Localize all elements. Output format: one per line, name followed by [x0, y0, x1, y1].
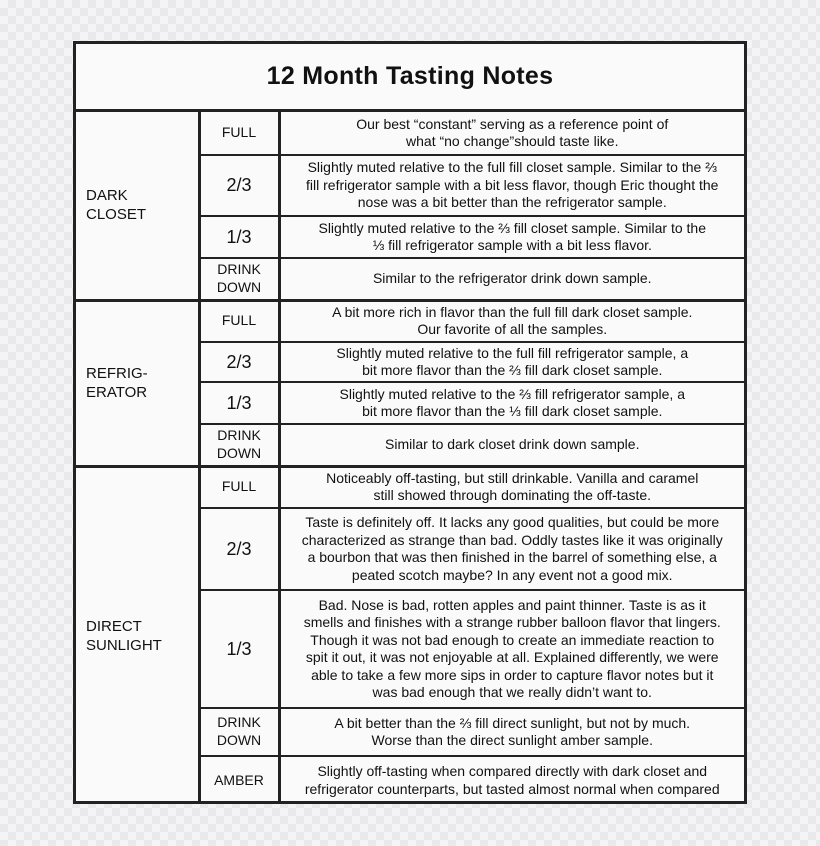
fill-level-label: FULL — [221, 124, 257, 140]
fill-level-cell — [199, 508, 279, 590]
fill-level-label: FULL — [221, 312, 257, 329]
fill-level-cell — [199, 112, 279, 155]
tasting-note-cell: Taste is definitely off. It lacks any good qualities, but could be more characterized as strange than bad. Oddly tastes like it was originally a bourbon that was then finished in the barrel of something else, a peated scotch maybe? In any event not a good mix. — [279, 508, 744, 590]
tasting-note-cell: Slightly muted relative to the ⅔ fill closet sample. Similar to the ⅓ fill refrigerator sample with a bit less flavor. — [279, 216, 744, 258]
table-row — [76, 112, 744, 155]
tasting-note-cell: Bad. Nose is bad, rotten apples and paint thinner. Taste is as it smells and finishes with a strange rubber balloon flavor that lingers. Though it was not bad enough to create an immediate reaction to spit it out, it was not enjoyable at all. Explained differently, we were able to take a few more sips in order to capture flavor notes but it was bad enough that we really didn’t want to. — [279, 590, 744, 708]
fill-level-cell — [199, 342, 279, 382]
tasting-note-cell: Similar to dark closet drink down sample. — [279, 424, 744, 466]
fill-level-cell — [199, 216, 279, 258]
tasting-note-cell: Slightly muted relative to the full fill refrigerator sample, a bit more flavor than the ⅔ fill dark closet sample. — [279, 342, 744, 382]
fill-level-label: AMBER — [214, 772, 264, 788]
fill-level-cell — [199, 258, 279, 300]
fill-level-cell — [199, 590, 279, 708]
tasting-note-cell: Similar to the refrigerator drink down sample. — [279, 258, 744, 300]
group-label-refrigerator: REFRIG- ERATOR — [76, 300, 199, 466]
fill-level-cell — [199, 424, 279, 466]
fill-level-label: 1/3 — [226, 392, 252, 413]
fill-level-label: 1/3 — [226, 638, 252, 659]
tasting-note-cell: Slightly off-tasting when compared directly with dark closet and refrigerator counterparts, but tasted almost normal when compared — [304, 763, 720, 797]
fill-level-label: DRINK DOWN — [216, 260, 262, 295]
document-title: 12 Month Tasting Notes — [76, 44, 744, 112]
tasting-note-cell: Our best “constant” serving as a reference point of what “no change”should taste like. — [279, 112, 744, 155]
tasting-note-cell: A bit better than the ⅔ fill direct sunlight, but not by much. Worse than the direct sunlight amber sample. — [279, 708, 744, 756]
group-label-dark-closet: DARK CLOSET — [76, 112, 199, 300]
group-label-direct-sunlight: DIRECT SUNLIGHT — [76, 466, 199, 804]
tasting-notes-document — [73, 41, 747, 804]
fill-level-cell — [199, 300, 279, 342]
fill-level-label: 2/3 — [226, 175, 252, 195]
fill-level-label: DRINK DOWN — [216, 714, 262, 748]
table-row — [76, 300, 744, 342]
fill-level-cell — [199, 155, 279, 216]
tasting-note-cell: Slightly muted relative to the ⅔ fill refrigerator sample, a bit more flavor than the ⅓ fill dark closet sample. — [279, 382, 744, 424]
fill-level-cell — [199, 756, 279, 804]
fill-level-label: DRINK DOWN — [216, 426, 262, 461]
fill-level-cell — [199, 382, 279, 424]
fill-level-label: 1/3 — [226, 226, 252, 247]
tasting-note-cell: A bit more rich in flavor than the full fill dark closet sample. Our favorite of all the samples. — [279, 300, 744, 342]
fill-level-label: 2/3 — [226, 351, 252, 372]
table-row — [76, 466, 744, 508]
tasting-notes-table — [76, 112, 744, 804]
fill-level-label: FULL — [221, 478, 257, 495]
tasting-note-cell: Slightly muted relative to the full fill closet sample. Similar to the ⅔ fill refrigerator sample with a bit less flavor, though Eric thought the nose was a bit better than the refrigerator sample. — [279, 155, 744, 216]
fill-level-cell — [199, 466, 279, 508]
fill-level-label: 2/3 — [226, 538, 252, 559]
fill-level-cell — [199, 708, 279, 756]
tasting-note-cell: Noticeably off-tasting, but still drinkable. Vanilla and caramel still showed through dominating the off-taste. — [279, 466, 744, 508]
